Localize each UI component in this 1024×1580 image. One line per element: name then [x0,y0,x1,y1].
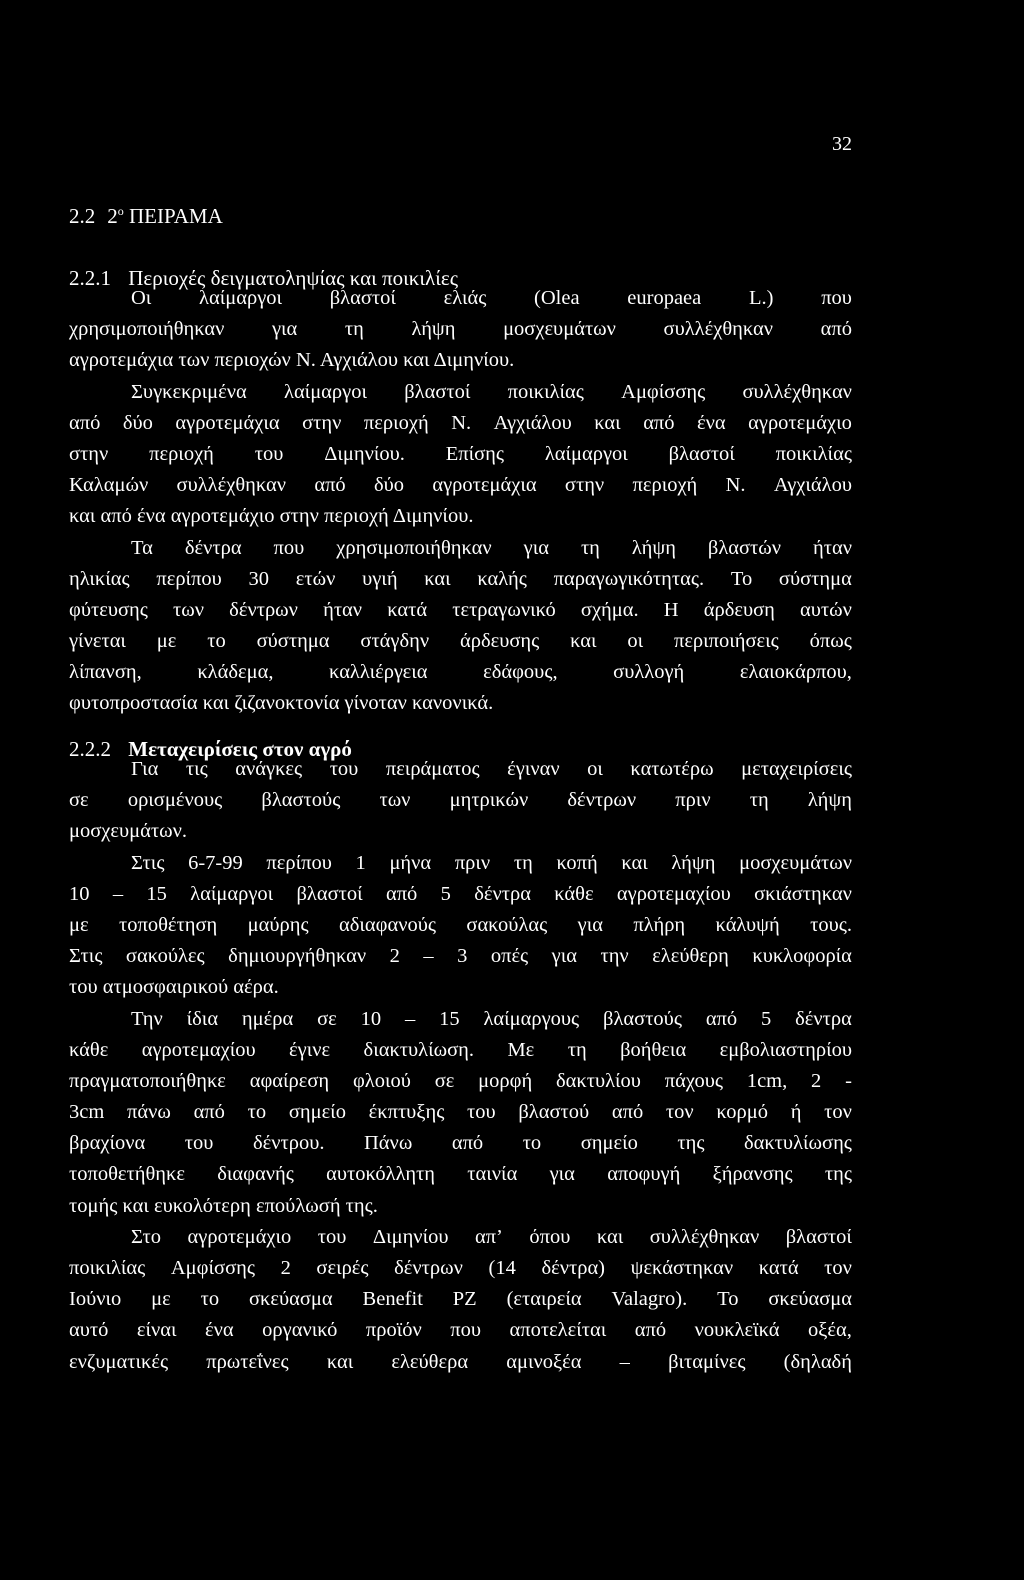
section-heading [69,204,223,229]
text-line: τομής και ευκολότερη επούλωσή της. [69,1194,378,1217]
text-line: κάθε αγροτεμαχίου έγινε διακτυλίωση. Με τη βοήθεια εμβολιαστηρίου [69,1038,852,1061]
text-line: σε ορισμένους βλαστούς των μητρικών δέντρων πριν τη λήψη [69,789,852,812]
section-title-rest: ΠΕΙΡΑΜΑ [123,204,223,228]
text-line: 10 – 15 λαίμαργοι βλαστοί από 5 δέντρα κάθε αγροτεμαχίου σκιάστηκαν [69,882,852,905]
text-line: με τοποθέτηση μαύρης αδιαφανούς σακούλας για πλήρη κάλυψή τους. [69,913,852,936]
text-line: από δύο αγροτεμάχια στην περιοχή Ν. Αγχιάλου και από ένα αγροτεμάχιο [69,411,852,434]
text-line: φύτευσης των δέντρων ήταν κατά τετραγωνικό σχήμα. Η άρδευση αυτών [69,598,852,621]
text-line: 3cm πάνω από το σημείο έκπτυξης του βλαστού από τον κορμό ή τον [69,1101,852,1124]
text-line: ηλικίας περίπου 30 ετών υγιή και καλής παραγωγικότητας. Το σύστημα [69,567,852,590]
subsection-title: Μεταχειρίσεις στον αγρό [128,737,352,761]
text-line: βραχίονα του δέντρου. Πάνω από το σημείο της δακτυλίωσης [69,1132,852,1155]
subsection-number: 2.2.1 [69,266,111,290]
text-line: Οι λαίμαργοι βλαστοί ελιάς (Olea europaea L.) που [131,287,852,309]
page-number: 32 [832,133,852,155]
text-line: ποικιλίας Αμφίσσης 2 σειρές δέντρων (14 δέντρα) ψεκάστηκαν κατά τον [69,1257,852,1279]
text-line: Στις 6-7-99 περίπου 1 μήνα πριν τη κοπή και λήψη μοσχευμάτων [131,851,852,874]
text-line: Στο αγροτεμάχιο του Διμηνίου απ’ όπου και συλλέχθηκαν βλαστοί [131,1225,852,1248]
text-line: του ατμοσφαιρικού αέρα. [69,976,279,999]
text-line: στην περιοχή του Διμηνίου. Επίσης λαίμαργοι βλαστοί ποικιλίας [69,442,852,465]
text-line: ενζυματικές πρωτεΐνες και ελεύθερα αμινοξέα – βιταμίνες (δηλαδή [69,1350,852,1373]
text-line: Καλαμών συλλέχθηκαν από δύο αγροτεμάχια στην περιοχή Ν. Αγχιάλου [69,474,852,497]
text-line: αυτό είναι ένα οργανικό προϊόν που αποτελείται από νουκλεϊκά οξέα, [69,1319,852,1342]
paragraph-block-treatments [69,754,852,1378]
text-line: Στις σακούλες δημιουργήθηκαν 2 – 3 οπές για την ελεύθερη κυκλοφορία [69,945,852,968]
text-line: Τα δέντρα που χρησιμοποιήθηκαν για τη λήψη βλαστών ήταν [131,536,852,559]
subsection-number: 2.2.2 [69,737,111,761]
text-line: Ιούνιο με το σκεύασμα Benefit PZ (εταιρεία Valagro). Το σκεύασμα [69,1288,852,1311]
text-line: Για τις ανάγκες του πειράματος έγιναν οι κατωτέρω μεταχειρίσεις [131,758,852,780]
text-line: τοποθετήθηκε διαφανής αυτοκόλλητη ταινία για αποφυγή ξήρανσης της [69,1163,852,1186]
section-number: 2.2 [69,204,96,228]
section-title-main: 2 [107,204,118,228]
subsection-title: Περιοχές δειγματοληψίας και ποικιλίες [128,266,459,290]
text-line: αγροτεμάχια των περιοχών Ν. Αγχιάλου και Διμηνίου. [69,349,515,372]
text-line: φυτοπροστασία και ζιζανοκτονία γίνοταν κανονικά. [69,692,494,715]
section-title-superscript: ο [117,204,124,218]
paragraph-block-sampling [69,283,852,720]
text-line: και από ένα αγροτεμάχιο στην περιοχή Διμηνίου. [69,505,474,528]
text-line: λίπανση, κλάδεμα, καλλιέργεια εδάφους, συλλογή ελαιοκάρπου, [69,661,852,684]
text-line: μοσχευμάτων. [69,820,188,843]
text-line: γίνεται με το σύστημα στάγδην άρδευσης και οι περιποιήσεις όπως [69,630,852,653]
text-line: Την ίδια ημέρα σε 10 – 15 λαίμαργους βλαστούς από 5 δέντρα [131,1007,852,1030]
text-line: πραγματοποιήθηκε αφαίρεση φλοιού σε μορφή δακτυλίου πάχους 1cm, 2 - [69,1069,852,1092]
text-line: Συγκεκριμένα λαίμαργοι βλαστοί ποικιλίας Αμφίσσης συλλέχθηκαν [131,380,852,403]
text-line: χρησιμοποιήθηκαν για τη λήψη μοσχευμάτων συλλέχθηκαν από [69,318,852,341]
